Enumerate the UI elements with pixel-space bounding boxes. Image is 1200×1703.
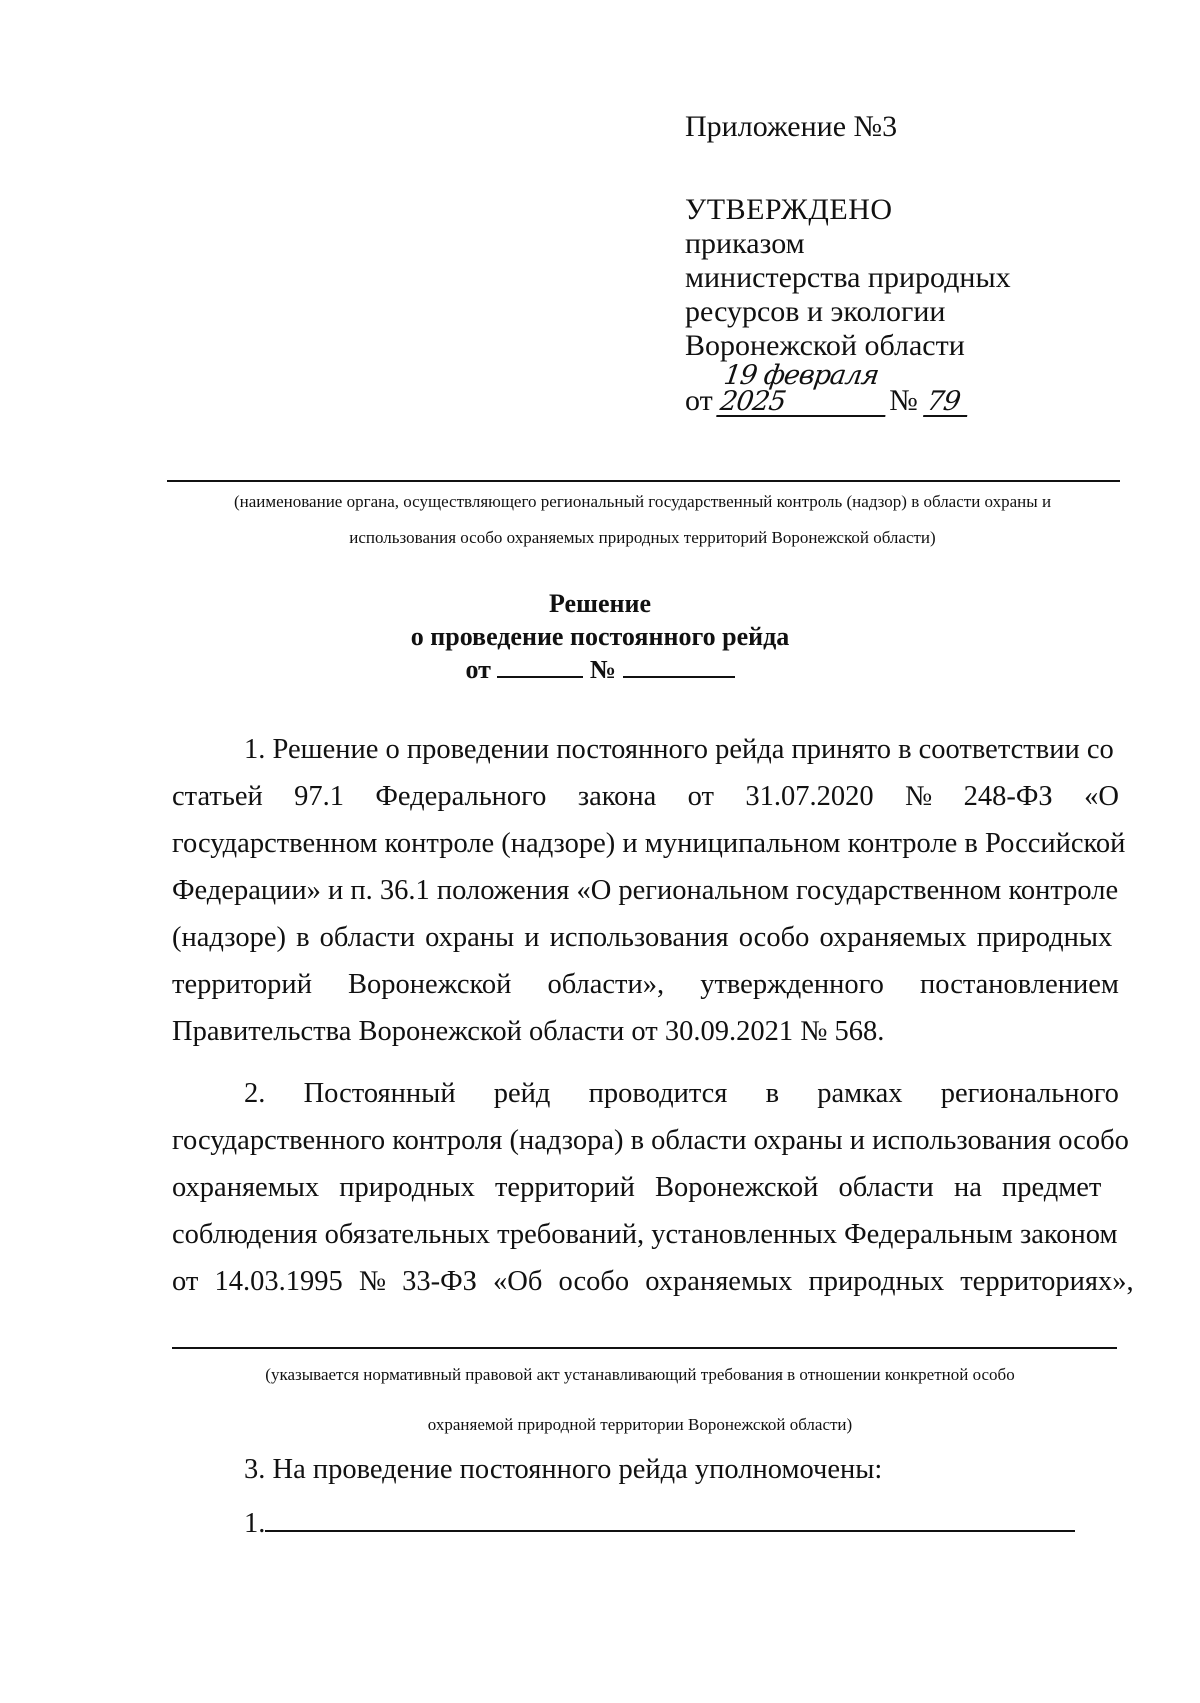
item-1-paragraph — [172, 726, 1126, 1055]
handwritten-date: 19 февраля 2025 — [716, 363, 893, 417]
item-3-sub-1 — [244, 1500, 1075, 1544]
approval-line-2: министерства природных — [685, 261, 1011, 294]
legal-act-blank-line — [172, 1347, 1117, 1349]
org-caption-line-2: использования особо охраняемых природных территорий Воронежской области) — [349, 528, 936, 547]
item-1-word: Федерального — [375, 781, 547, 812]
item-2-word: Постоянный — [303, 1078, 456, 1109]
approval-line-3: ресурсов и экологии — [685, 295, 946, 328]
item-2-line-1 — [172, 1070, 1119, 1117]
item-2-line-3: охраняемых природных территорий Воронежской области на предмет — [172, 1172, 1102, 1203]
item-2-word: в — [765, 1078, 780, 1109]
item-1-word: области», — [547, 969, 665, 1000]
item-1-line-1: 1. Решение о проведении постоянного рейда принято в соответствии со — [244, 734, 1114, 765]
document-subtitle: о проведение постоянного рейда — [410, 622, 790, 651]
item-1-line-6 — [172, 961, 1119, 1008]
approval-line-4: Воронежской области — [685, 329, 965, 362]
item-3-sub-1-label: 1. — [244, 1508, 266, 1539]
document-title: Решение — [548, 589, 652, 618]
act-caption-line-1: (указывается нормативный правовой акт устанавливающий требования в отношении конкретной особо — [265, 1365, 1015, 1384]
item-1-word: № — [905, 781, 933, 812]
approval-block — [685, 110, 1011, 418]
item-2-word: проводится — [588, 1078, 728, 1109]
approval-date-line — [685, 360, 1011, 418]
title-date-blank — [497, 652, 583, 678]
approved-stamp-text: УТВЕРЖДЕНО — [685, 193, 893, 226]
item-1-word: 97.1 — [294, 781, 344, 812]
item-1-word: утвержденного — [700, 969, 884, 1000]
item-1-line-3: государственном контроле (надзоре) и муниципальном контроле в Российской — [172, 828, 1126, 859]
approval-from-prefix: от — [685, 384, 713, 417]
item-2-word: регионального — [940, 1078, 1119, 1109]
item-1-word: от — [687, 781, 715, 812]
approval-number-sign: № — [889, 384, 918, 417]
item-1-word: Воронежской — [348, 969, 512, 1000]
approval-line-1: приказом — [685, 227, 805, 260]
appendix-label: Приложение №3 — [685, 110, 898, 143]
item-1-word: территорий — [172, 969, 312, 1000]
document-date-number-line — [0, 652, 1200, 686]
item-1-line-4: Федерации» и п. 36.1 положения «О региональном государственном контроле — [172, 875, 1119, 906]
item-2-word: 2. — [244, 1078, 266, 1109]
title-number-blank — [623, 652, 735, 678]
item-3-heading: 3. На проведение постоянного рейда уполномочены: — [244, 1454, 883, 1485]
item-1-word: 31.07.2020 — [745, 781, 874, 812]
item-2-word: рамках — [817, 1078, 903, 1109]
item-1-word: постановлением — [919, 969, 1119, 1000]
item-1-line-7: Правительства Воронежской области от 30.09.2021 № 568. — [172, 1016, 885, 1047]
title-from-label: от — [465, 655, 491, 684]
handwritten-number: 79 — [923, 389, 971, 417]
item-1-word: «О — [1084, 781, 1119, 812]
item-1-line-5: (надзоре) в области охраны и использования особо охраняемых природных — [172, 922, 1113, 953]
item-2-paragraph — [172, 1070, 1134, 1305]
item-3-sub-1-blank-line — [265, 1500, 1075, 1532]
act-caption-line-2: охраняемой природной территории Воронежской области) — [427, 1415, 853, 1434]
org-caption-line-1: (наименование органа, осуществляющего региональный государственный контроль (надзор) в области охраны и — [233, 492, 1052, 511]
item-1-word: 248-ФЗ — [963, 781, 1053, 812]
item-2-line-5: от 14.03.1995 № 33-ФЗ «Об особо охраняемых природных территориях», — [172, 1266, 1134, 1297]
title-number-sign: № — [589, 655, 617, 684]
item-2-line-2: государственного контроля (надзора) в области охраны и использования особо — [172, 1125, 1129, 1156]
item-2-word: рейд — [493, 1078, 551, 1109]
item-1-word: статьей — [172, 781, 263, 812]
item-1-line-2 — [172, 773, 1119, 820]
item-2-line-4: соблюдения обязательных требований, установленных Федеральным законом — [172, 1219, 1118, 1250]
item-1-word: закона — [577, 781, 657, 812]
